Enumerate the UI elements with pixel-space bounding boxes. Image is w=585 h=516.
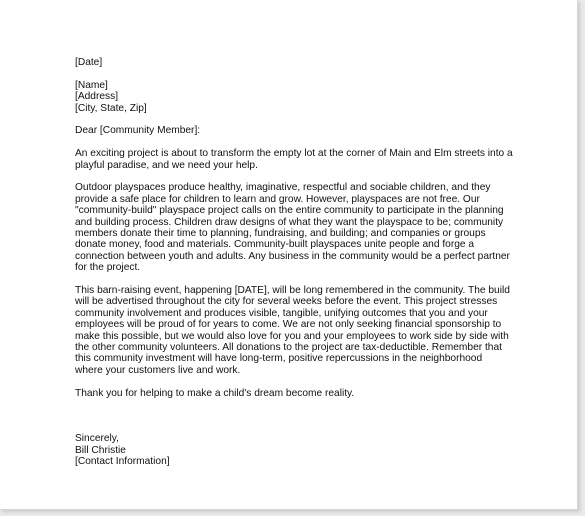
paragraph-line: make this possible, but we would also love for you and your employees to work side by side with [75,330,509,342]
spacer [75,410,515,433]
paragraph-line: connection between youth and adults. Any business in the community would be a perfect partner [75,250,510,262]
salutation: Dear [Community Member]: [75,125,201,137]
recipient-street: [Address] [75,91,119,103]
paragraph-line: This barn-raising event, happening [DATE], will be long remembered in the community. The build [75,285,510,297]
paragraph-line: will be advertised throughout the city for several weeks before the event. This project stresses [75,296,498,308]
paragraph-event [75,285,515,376]
paragraph-line: this community investment will have long-term, positive repercussions in the neighborhood [75,353,483,365]
letter-body [75,57,515,468]
paragraph-line: for the project. [75,262,141,274]
paragraph-line: "community-build" playspace project calls on the entire community to participate in the planning [75,205,504,217]
signer-name: Bill Christie [75,444,126,456]
paragraph-line: employees will be proud of for years to come. We are not only seeking financial sponsorship to [75,319,502,331]
paragraph-line: members donate their time to planning, fundraising, and building; and companies or groups [75,228,486,240]
recipient-city-state-zip: [City, State, Zip] [75,102,147,114]
signature-block [75,433,515,467]
paragraph-thanks [75,388,515,399]
paragraph-line: the other community volunteers. All donations to the project are tax-deductible. Remember that [75,342,502,354]
paragraph-line: and building process. Children draw designs of what they want the playspace to be; community [75,216,504,228]
closing-word: Sincerely, [75,433,119,445]
paragraph-line: where your customers live and work. [75,364,241,376]
recipient-address [75,80,515,114]
paragraph-line: Outdoor playspaces produce healthy, imaginative, respectful and sociable children, and they [75,182,491,194]
recipient-name: [Name] [75,79,108,91]
paragraph-line: community involvement and produces visible, tangible, unifying outcomes that you and your [75,307,488,319]
paragraph-line: An exciting project is about to transform the empty lot at the corner of Main and Elm streets into a [75,148,513,160]
paragraph-line: Thank you for helping to make a child's dream become reality. [75,387,355,399]
contact-information: [Contact Information] [75,456,170,468]
paragraph-line: donate money, food and materials. Community-built playspaces unite people and forge a [75,239,475,251]
paragraph-line: provide a safe place for children to learn and grow. However, playspaces are not free. Our [75,193,480,205]
letter-date: [Date] [75,57,103,68]
paragraph-intro [75,148,515,171]
paragraph-playspaces [75,182,515,273]
paragraph-line: playful paradise, and we need your help. [75,159,258,171]
